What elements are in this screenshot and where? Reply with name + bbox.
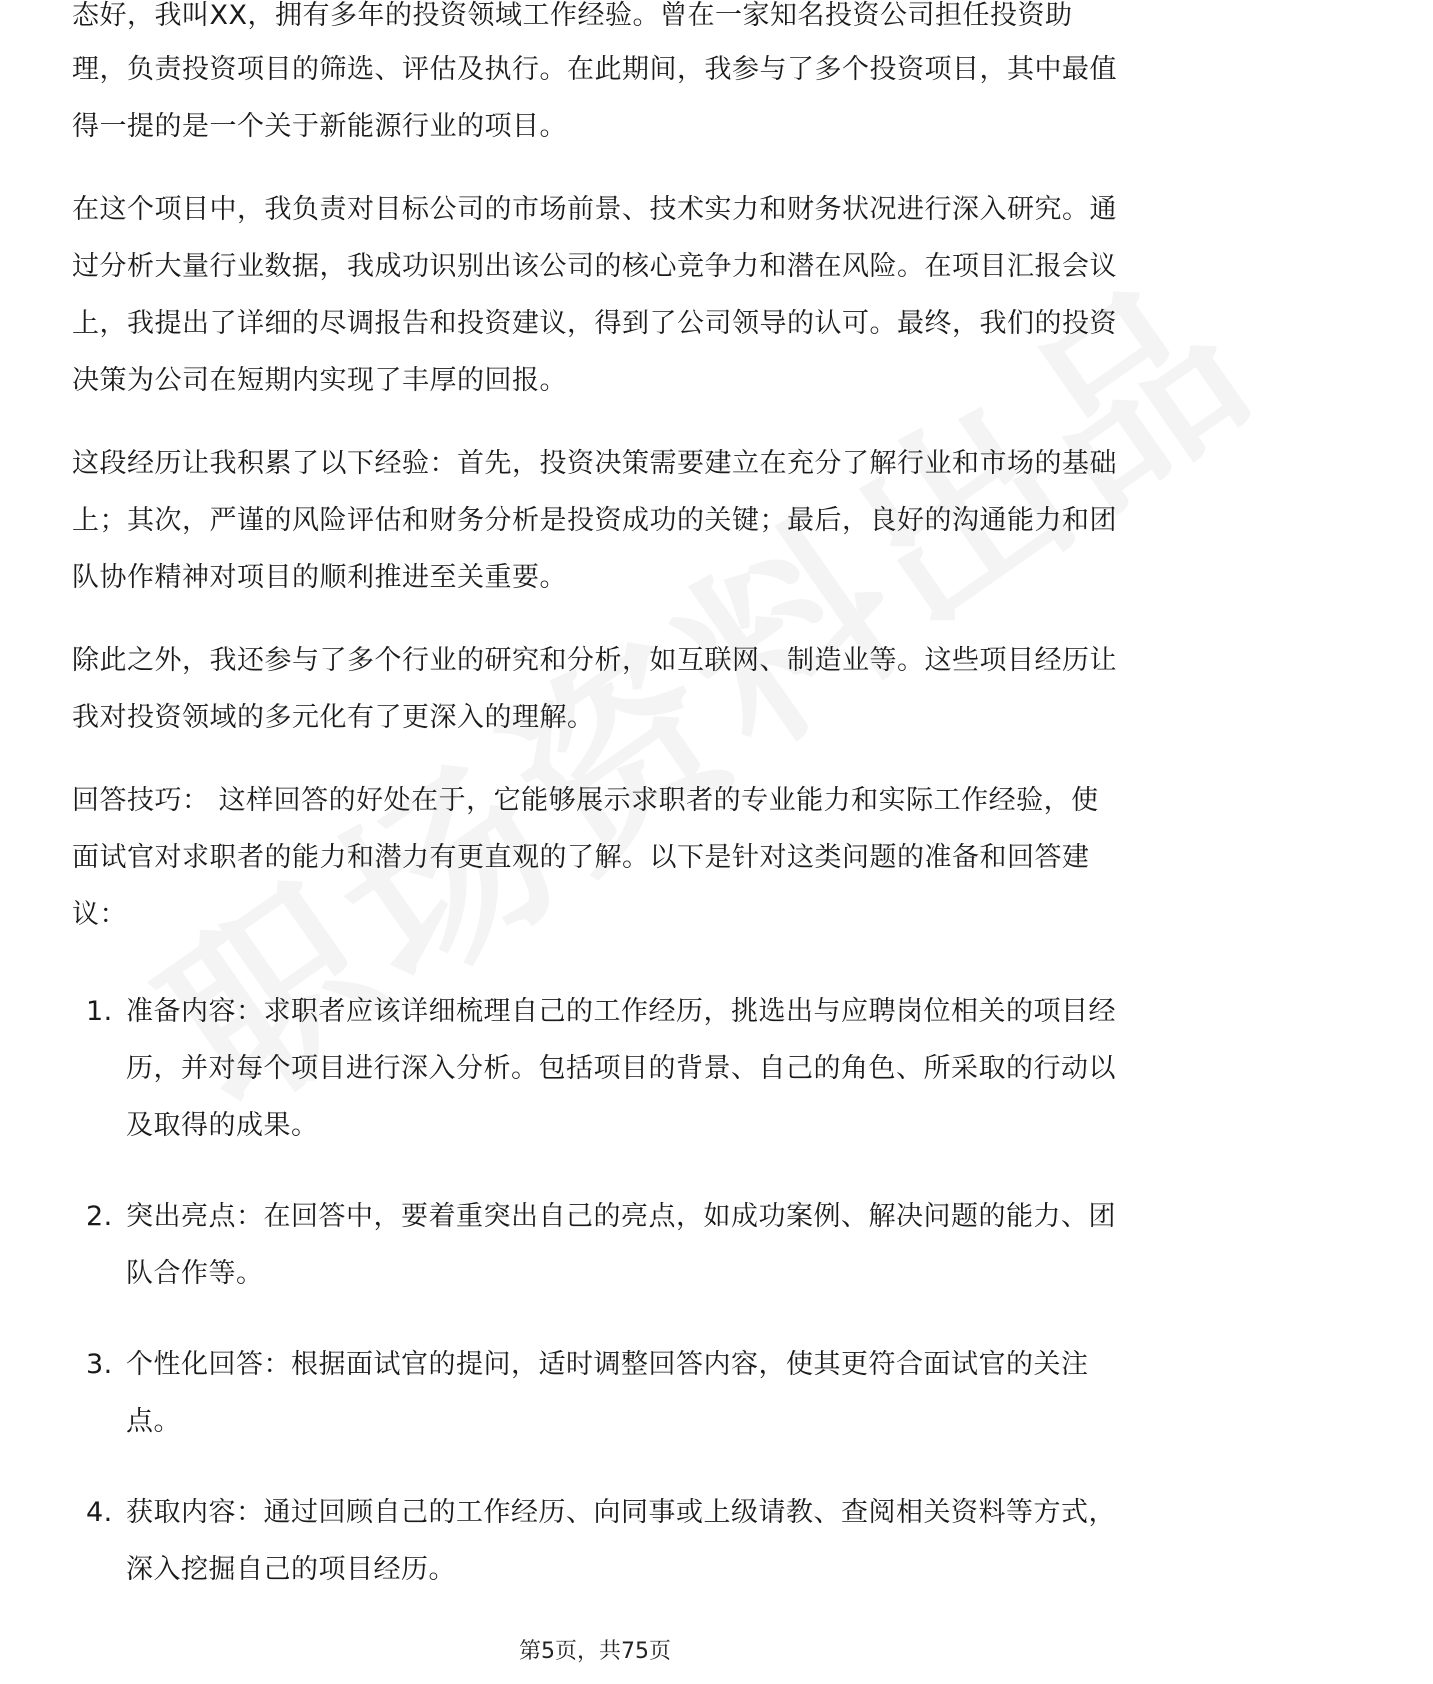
- partial-top-line-text: 态好，我叫XX，拥有多年的投资领域工作经验。曾在一家知名投资公司担任投资助: [72, 0, 1073, 31]
- list-number: 3.: [86, 1349, 113, 1380]
- list-item-text: 获取内容：通过回顾自己的工作经历、向同事或上级请教、查阅相关资料等方式，深入挖掘自己的项目经历。: [126, 1497, 1116, 1585]
- paragraph-5-answer-tips: 回答技巧： 这样回答的好处在于，它能够展示求职者的专业能力和实际工作经验，使面试官对求职者的能力和潜力有更直观的了解。以下是针对这类问题的准备和回答建议：: [72, 785, 1099, 930]
- list-item-text: 准备内容：求职者应该详细梳理自己的工作经历，挑选出与应聘岗位相关的项目经历，并对每个项目进行深入分析。包括项目的背景、自己的角色、所采取的行动以及取得的成果。: [126, 996, 1116, 1141]
- tips-list: [72, 983, 1122, 1598]
- list-number: 2.: [86, 1201, 113, 1232]
- list-item: [72, 1188, 1122, 1302]
- list-number: 4.: [86, 1497, 113, 1528]
- document-page: [72, 0, 1122, 1632]
- page-number-footer: 第5页，共75页: [519, 1639, 671, 1664]
- list-item-text: 突出亮点：在回答中，要着重突出自己的亮点，如成功案例、解决问题的能力、团队合作等。: [126, 1201, 1116, 1289]
- paragraph-4: 除此之外，我还参与了多个行业的研究和分析，如互联网、制造业等。这些项目经历让我对投资领域的多元化有了更深入的理解。: [72, 645, 1117, 733]
- list-number: 1.: [86, 996, 113, 1027]
- list-item-text: 个性化回答：根据面试官的提问，适时调整回答内容，使其更符合面试官的关注点。: [126, 1349, 1089, 1437]
- list-item: [72, 1484, 1122, 1598]
- paragraph-2: 在这个项目中，我负责对目标公司的市场前景、技术实力和财务状况进行深入研究。通过分析大量行业数据，我成功识别出该公司的核心竞争力和潜在风险。在项目汇报会议上，我提出了详细的尽调报告和投资建议，得到了公司领导的认可。最终，我们的投资决策为公司在短期内实现了丰厚的回报。: [72, 194, 1117, 396]
- paragraph-3: 这段经历让我积累了以下经验：首先，投资决策需要建立在充分了解行业和市场的基础上；其次，严谨的风险评估和财务分析是投资成功的关键；最后，良好的沟通能力和团队协作精神对项目的顺利推进至关重要。: [72, 448, 1117, 593]
- list-item: [72, 1336, 1122, 1450]
- list-item: [72, 983, 1122, 1154]
- partial-top-line: [72, 0, 1122, 31]
- paragraph-1: 理，负责投资项目的筛选、评估及执行。在此期间，我参与了多个投资项目，其中最值得一提的是一个关于新能源行业的项目。: [72, 54, 1117, 142]
